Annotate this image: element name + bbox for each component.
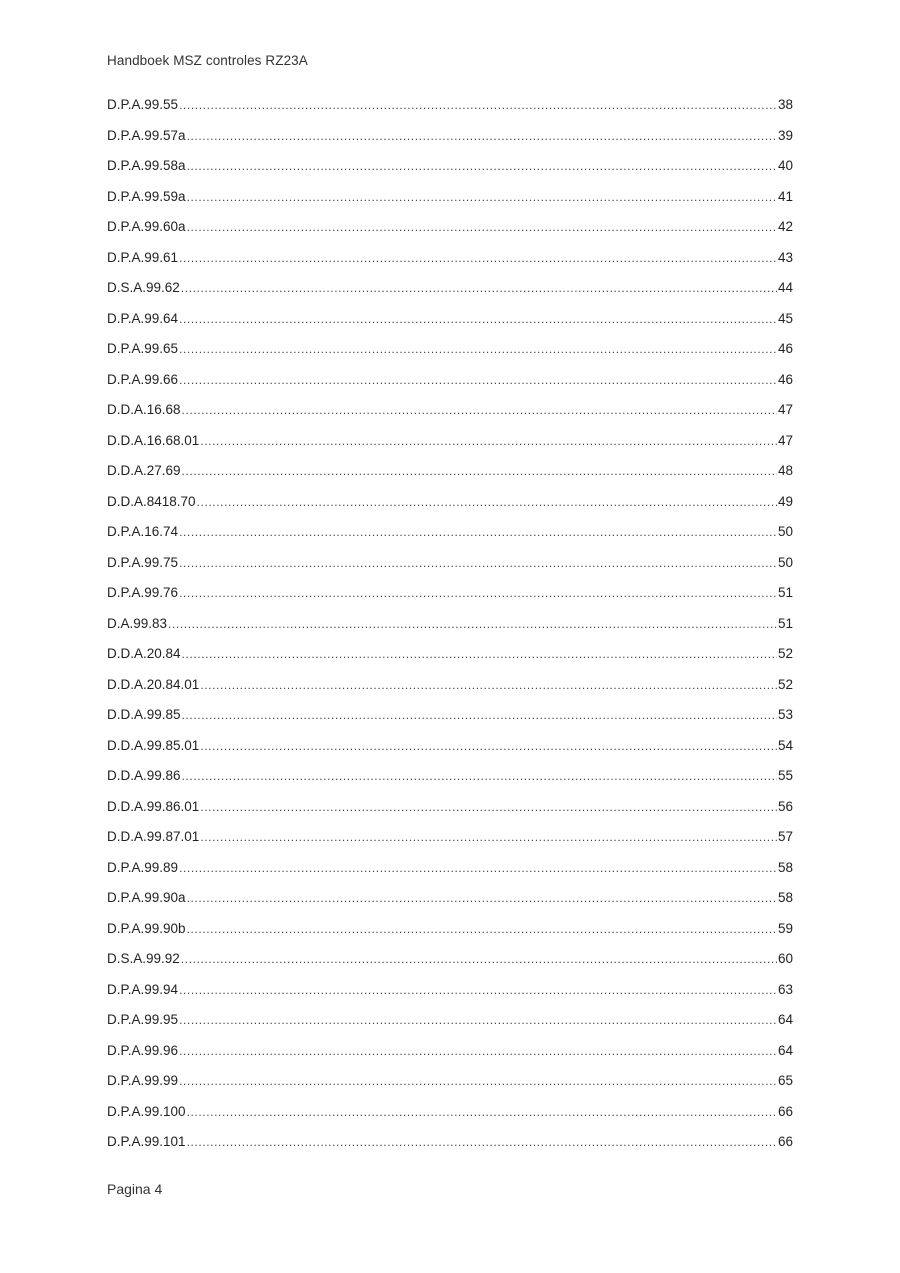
toc-entry-label: D.P.A.99.76 [107,585,179,600]
toc-dot-leader [179,248,777,268]
toc-entry-label: D.P.A.99.94 [107,981,179,997]
toc-entry[interactable] [107,217,793,248]
toc-entry-page-number: 39 [777,127,793,143]
toc-dot-leader [179,553,777,573]
toc-entry-page-number: 58 [777,859,793,875]
toc-entry[interactable] [107,156,793,187]
toc-entry[interactable] [107,1132,793,1163]
toc-entry-page-number: 51 [777,615,793,631]
toc-entry[interactable] [107,919,793,950]
toc-entry-label: D.A.99.83 [107,615,168,631]
toc-dot-leader [182,644,777,664]
toc-entry-label: D.D.A.20.84.01 [107,676,200,692]
toc-dot-leader [182,705,777,725]
toc-dot-leader [200,431,777,451]
toc-entry-page-number: 64 [777,1042,793,1058]
toc-dot-leader [179,1041,777,1061]
toc-entry-label: D.P.A.99.95 [107,1012,179,1027]
toc-dot-leader [179,522,777,542]
toc-entry-label: D.D.A.99.86 [107,768,181,783]
toc-dot-leader [187,919,777,939]
toc-dot-leader [179,339,777,359]
toc-entry[interactable] [107,949,793,980]
toc-entry-label: D.P.A.99.60a [107,219,186,234]
toc-entry-page-number: 50 [777,554,793,570]
toc-dot-leader [187,156,777,176]
toc-dot-leader [200,736,777,756]
toc-entry-label: D.P.A.99.61 [107,249,179,265]
toc-entry[interactable] [107,95,793,126]
toc-entry-page-number: 66 [777,1134,793,1149]
toc-entry[interactable] [107,797,793,828]
toc-dot-leader [179,980,777,1000]
toc-entry-label: D.P.A.99.59a [107,188,186,204]
toc-dot-leader [187,1102,777,1122]
toc-entry-page-number: 47 [777,432,793,448]
toc-entry-label: D.P.A.99.64 [107,310,179,326]
toc-entry[interactable] [107,492,793,523]
toc-entry-label: D.D.A.27.69 [107,463,181,478]
toc-entry-page-number: 50 [777,524,793,539]
toc-entry-label: D.P.A.99.58a [107,158,186,173]
toc-entry-page-number: 52 [777,676,793,692]
toc-entry-label: D.P.A.99.100 [107,1103,186,1119]
toc-entry-label: D.D.A.99.85 [107,707,181,722]
toc-entry-label: D.P.A.99.96 [107,1042,179,1058]
toc-entry-page-number: 45 [777,310,793,326]
toc-entry-page-number: 43 [777,249,793,265]
toc-entry-label: D.P.A.99.90b [107,920,186,936]
toc-entry-page-number: 47 [777,402,793,417]
toc-dot-leader [200,797,777,817]
toc-dot-leader [179,1010,777,1030]
toc-dot-leader [187,1132,777,1152]
toc-entry-label: D.P.A.99.65 [107,341,179,356]
toc-entry-label: D.D.A.16.68 [107,402,181,417]
toc-entry[interactable] [107,522,793,553]
toc-entry-label: D.D.A.99.85.01 [107,737,200,753]
toc-entry-label: D.P.A.99.75 [107,554,179,570]
table-of-contents [107,95,793,1163]
toc-dot-leader [182,400,777,420]
toc-dot-leader [182,461,777,481]
toc-entry[interactable] [107,370,793,401]
toc-entry[interactable] [107,1102,793,1133]
toc-entry-page-number: 64 [777,1012,793,1027]
toc-dot-leader [187,126,777,146]
toc-entry-page-number: 52 [777,646,793,661]
toc-entry-label: D.S.A.99.92 [107,951,180,966]
toc-entry-label: D.D.A.99.86.01 [107,798,200,814]
toc-entry-label: D.P.A.99.101 [107,1134,186,1149]
toc-entry[interactable] [107,309,793,340]
toc-entry-page-number: 40 [777,158,793,173]
page-footer: Pagina 4 [107,1181,163,1197]
toc-entry-page-number: 55 [777,768,793,783]
toc-dot-leader [179,309,777,329]
toc-entry-page-number: 51 [777,585,793,600]
toc-entry-label: D.P.A.99.90a [107,890,186,905]
toc-entry-label: D.P.A.99.99 [107,1073,179,1088]
toc-entry-page-number: 49 [777,493,793,509]
toc-dot-leader [187,217,777,237]
toc-dot-leader [179,583,777,603]
toc-entry-label: D.D.A.16.68.01 [107,432,200,448]
toc-entry[interactable] [107,1041,793,1072]
toc-dot-leader [200,675,777,695]
toc-entry[interactable] [107,736,793,767]
toc-entry-label: D.D.A.8418.70 [107,493,196,509]
toc-entry[interactable] [107,675,793,706]
toc-dot-leader [187,187,777,207]
toc-entry-page-number: 48 [777,463,793,478]
toc-entry-label: D.P.A.16.74 [107,524,179,539]
toc-entry-page-number: 66 [777,1103,793,1119]
toc-dot-leader [182,766,777,786]
toc-dot-leader [181,278,777,298]
toc-entry-label: D.P.A.99.89 [107,859,179,875]
toc-entry[interactable] [107,980,793,1011]
toc-entry[interactable] [107,248,793,279]
toc-entry[interactable] [107,187,793,218]
toc-dot-leader [179,858,777,878]
toc-entry-page-number: 63 [777,981,793,997]
toc-dot-leader [197,492,777,512]
toc-dot-leader [179,1071,777,1091]
toc-entry[interactable] [107,461,793,492]
toc-entry-label: D.D.A.99.87.01 [107,829,200,844]
toc-entry-page-number: 58 [777,890,793,905]
toc-dot-leader [181,949,777,969]
toc-entry[interactable] [107,644,793,675]
toc-entry[interactable] [107,126,793,157]
toc-entry-page-number: 46 [777,371,793,387]
toc-entry-page-number: 65 [777,1073,793,1088]
toc-entry-page-number: 46 [777,341,793,356]
toc-entry-page-number: 38 [777,97,793,112]
toc-entry[interactable] [107,400,793,431]
toc-entry[interactable] [107,1010,793,1041]
toc-entry-page-number: 60 [777,951,793,966]
toc-dot-leader [200,827,777,847]
toc-entry-page-number: 57 [777,829,793,844]
toc-entry-label: D.P.A.99.66 [107,371,179,387]
toc-entry-page-number: 44 [777,280,793,295]
toc-entry-page-number: 56 [777,798,793,814]
toc-entry[interactable] [107,553,793,584]
toc-dot-leader [179,370,777,390]
toc-entry[interactable] [107,888,793,919]
toc-entry-label: D.S.A.99.62 [107,280,180,295]
toc-entry[interactable] [107,827,793,858]
toc-dot-leader [187,888,777,908]
toc-entry[interactable] [107,614,793,645]
toc-entry-page-number: 59 [777,920,793,936]
toc-entry-label: D.P.A.99.57a [107,127,186,143]
toc-entry-label: D.D.A.20.84 [107,646,181,661]
toc-entry-page-number: 54 [777,737,793,753]
toc-entry-page-number: 53 [777,707,793,722]
toc-entry[interactable] [107,339,793,370]
toc-entry[interactable] [107,705,793,736]
toc-entry-page-number: 41 [777,188,793,204]
toc-entry[interactable] [107,583,793,614]
toc-entry-label: D.P.A.99.55 [107,97,179,112]
toc-dot-leader [168,614,777,634]
toc-entry[interactable] [107,766,793,797]
toc-entry[interactable] [107,858,793,889]
toc-entry[interactable] [107,1071,793,1102]
page-header: Handboek MSZ controles RZ23A [107,53,308,68]
toc-dot-leader [179,95,777,115]
toc-entry[interactable] [107,431,793,462]
toc-entry[interactable] [107,278,793,309]
toc-entry-page-number: 42 [777,219,793,234]
